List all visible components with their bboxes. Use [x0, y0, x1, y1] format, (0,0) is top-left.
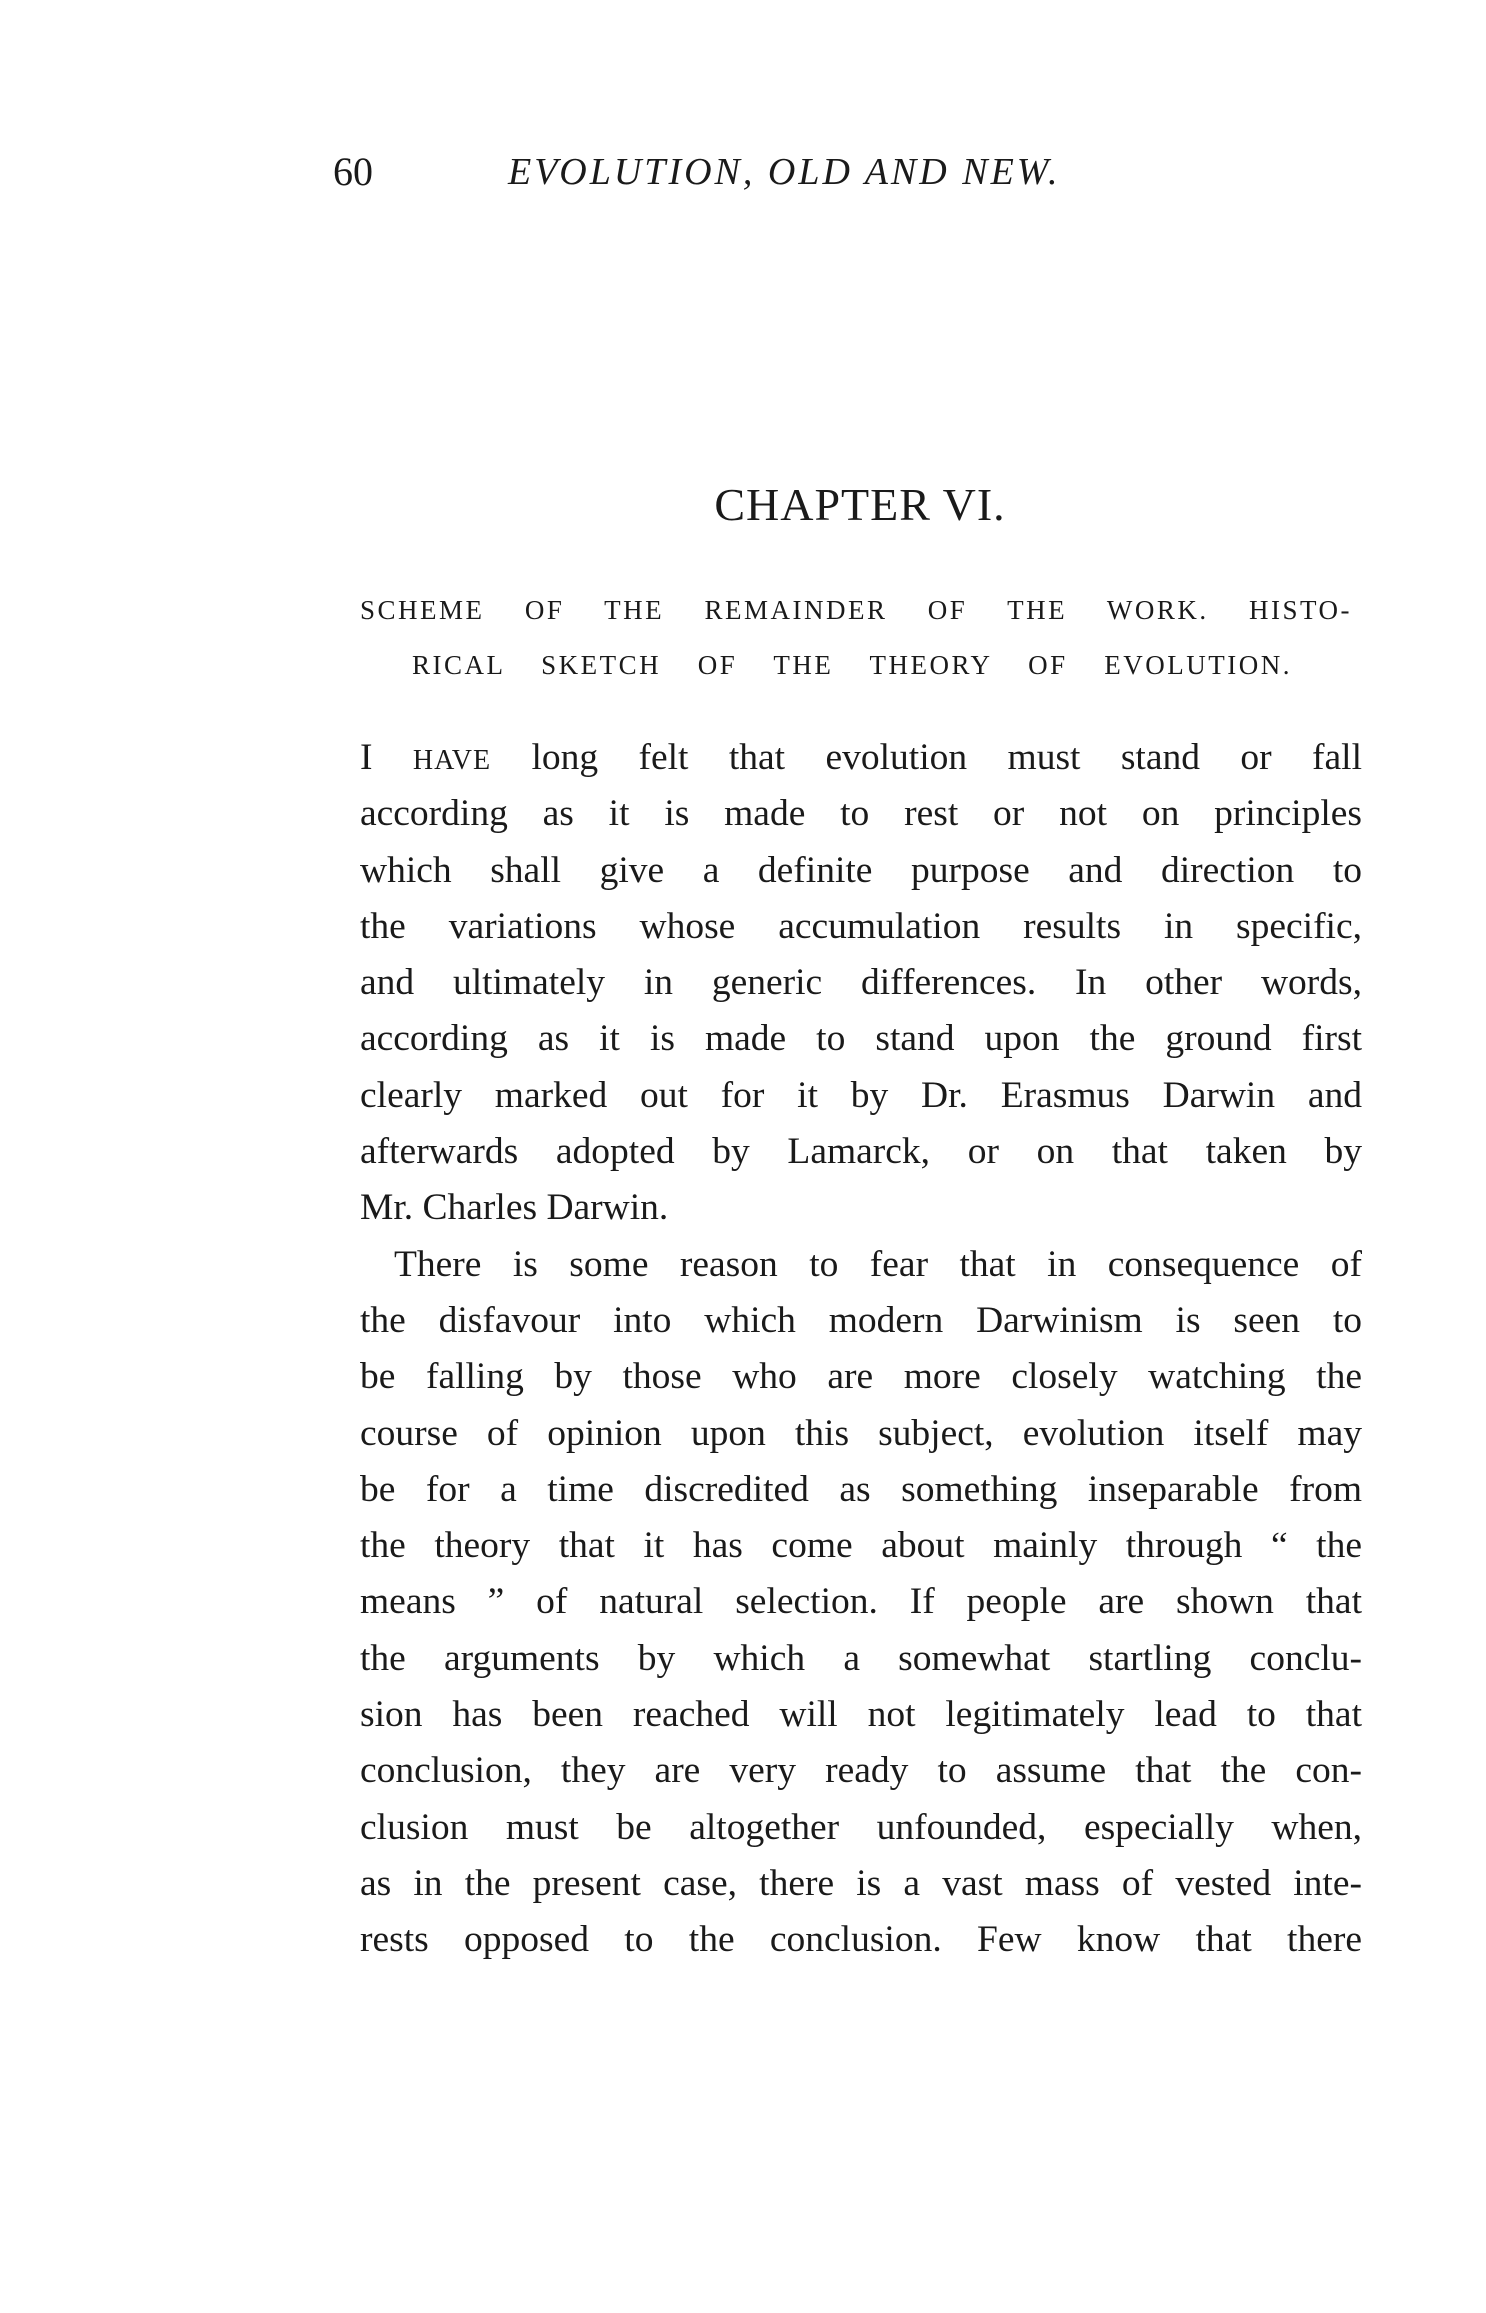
body-text	[360, 730, 1362, 1969]
initial-word: I	[360, 737, 373, 778]
text-line: according as it is made to stand upon the ground first	[360, 1018, 1362, 1060]
text-line-rest: long felt that evolution must stand or fall	[491, 737, 1362, 778]
text-line: course of opinion upon this subject, evolution itself may	[360, 1412, 1362, 1454]
text-line: according as it is made to rest or not on principles	[360, 793, 1362, 835]
text-line: the theory that it has come about mainly through “ the	[360, 1525, 1362, 1567]
text-line: the arguments by which a somewhat startling conclu-	[360, 1637, 1362, 1679]
text-line: Mr. Charles Darwin.	[360, 1187, 669, 1229]
text-line: conclusion, they are very ready to assume that the con-	[360, 1750, 1362, 1792]
text-line: and ultimately in generic differences. In other words,	[360, 962, 1362, 1004]
text-line: means ” of natural selection. If people are shown that	[360, 1581, 1362, 1623]
text-line: which shall give a definite purpose and direction to	[360, 849, 1362, 891]
running-title: EVOLUTION, OLD AND NEW.	[508, 151, 1061, 193]
page-number: 60	[333, 149, 373, 194]
text-line: be falling by those who are more closely watching the	[360, 1356, 1362, 1398]
text-line: the disfavour into which modern Darwinism is seen to	[360, 1299, 1362, 1341]
text-line: There is some reason to fear that in consequence of	[394, 1243, 1362, 1285]
chapter-title: CHAPTER VI.	[714, 479, 1006, 530]
text-line: afterwards adopted by Lamarck, or on that taken by	[360, 1131, 1362, 1173]
text-line: the variations whose accumulation results in specific,	[360, 905, 1362, 947]
text-line: sion has been reached will not legitimately lead to that	[360, 1694, 1362, 1736]
chapter-subtitle-line: SCHEME OF THE REMAINDER OF THE WORK. HISTO-	[360, 595, 1352, 625]
text-line: rests opposed to the conclusion. Few know that there	[360, 1919, 1362, 1961]
text-line: as in the present case, there is a vast mass of vested inte-	[360, 1862, 1362, 1904]
chapter-subtitle-line: RICAL SKETCH OF THE THEORY OF EVOLUTION.	[412, 650, 1292, 680]
text-line: clusion must be altogether unfounded, especially when,	[360, 1806, 1362, 1848]
text-line: be for a time discredited as something inseparable from	[360, 1468, 1362, 1510]
smallcaps-word: HAVE	[412, 745, 492, 776]
text-line	[360, 730, 1362, 786]
text-line: clearly marked out for it by Dr. Erasmus Darwin and	[360, 1074, 1362, 1116]
